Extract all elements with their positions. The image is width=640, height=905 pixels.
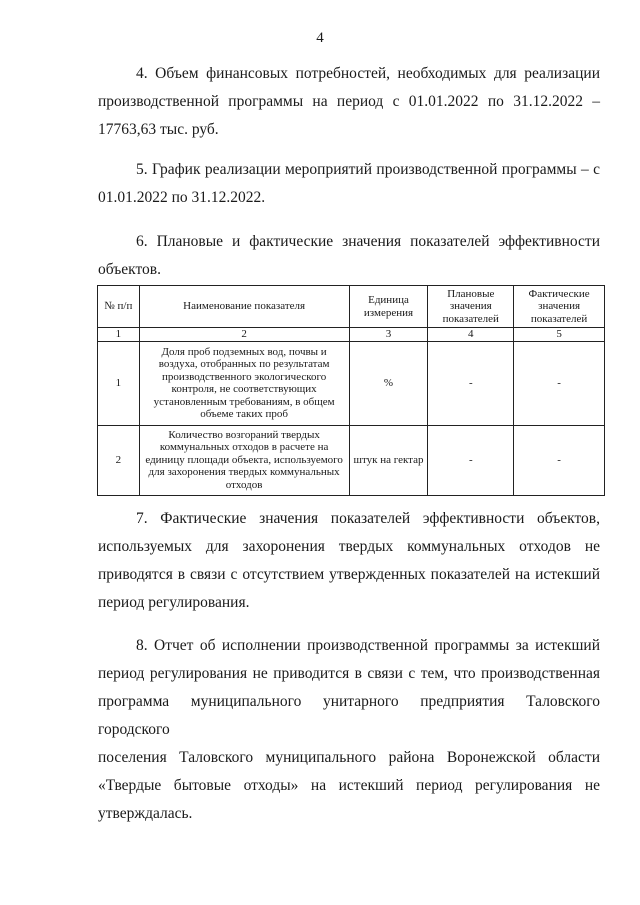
- section-7-line: приводятся в связи с отсутствием утвержденных показателей на истекший: [98, 566, 600, 583]
- table-header-row: [98, 286, 605, 328]
- section-5-paragraph: [98, 156, 600, 212]
- section-8-line: программа муниципального унитарного предприятия Таловского городского: [98, 693, 600, 738]
- section-8-line: период регулирования не приводится в связи с тем, что производственная: [98, 665, 600, 682]
- row-planned: -: [428, 341, 514, 425]
- section-6-line: 6. Плановые и фактические значения показателей эффективности: [136, 233, 600, 250]
- numbering-cell: 5: [514, 328, 605, 342]
- row-number: 1: [98, 341, 140, 425]
- section-5-line: 5. График реализации мероприятий производственной программы – с: [136, 161, 600, 178]
- section-4-line: 4. Объем финансовых потребностей, необходимых для реализации: [136, 65, 600, 82]
- numbering-cell: 4: [428, 328, 514, 342]
- section-4-line: производственной программы на период с 01.01.2022 по 31.12.2022 –: [98, 93, 600, 110]
- section-8-line: «Твердые бытовые отходы» на истекший период регулирования не: [98, 777, 600, 794]
- section-7-line: период регулирования.: [98, 594, 250, 611]
- page-number: 4: [316, 30, 324, 46]
- table-numbering-row: [98, 328, 605, 342]
- header-number: № п/п: [98, 286, 140, 328]
- header-planned: Плановые значения показателей: [428, 286, 514, 328]
- section-8-line: утверждалась.: [98, 805, 193, 822]
- numbering-cell: 1: [98, 328, 140, 342]
- table-row: [98, 425, 605, 495]
- header-actual: Фактические значения показателей: [514, 286, 605, 328]
- row-indicator-name: Доля проб подземных вод, почвы и воздуха, отобранных по результатам производственного экологического контроля, не соответствующих установленным требованиям, в общем объеме таких проб: [139, 341, 349, 425]
- section-8-line: поселения Таловского муниципального района Воронежской области: [98, 749, 600, 766]
- section-4-line: 17763,63 тыс. руб.: [98, 121, 219, 138]
- row-planned: -: [428, 425, 514, 495]
- indicators-table: [97, 285, 605, 496]
- section-7-line: используемых для захоронения твердых коммунальных отходов не: [98, 538, 600, 555]
- table-row: [98, 341, 605, 425]
- header-indicator-name: Наименование показателя: [139, 286, 349, 328]
- section-7-paragraph: [98, 505, 600, 617]
- row-actual: -: [514, 341, 605, 425]
- row-indicator-name: Количество возгораний твердых коммунальных отходов в расчете на единицу площади объекта, используемого для захоронения твердых коммунальных отходов: [139, 425, 349, 495]
- section-8-line: 8. Отчет об исполнении производственной программы за истекший: [136, 637, 600, 654]
- section-6-paragraph: [98, 228, 600, 284]
- numbering-cell: 3: [349, 328, 428, 342]
- section-8-paragraph: [98, 632, 600, 828]
- numbering-cell: 2: [139, 328, 349, 342]
- row-unit: штук на гектар: [349, 425, 428, 495]
- section-5-line: 01.01.2022 по 31.12.2022.: [98, 189, 266, 206]
- row-number: 2: [98, 425, 140, 495]
- section-4-paragraph: [98, 60, 600, 144]
- row-actual: -: [514, 425, 605, 495]
- row-unit: %: [349, 341, 428, 425]
- section-7-line: 7. Фактические значения показателей эффективности объектов,: [136, 510, 600, 527]
- header-unit: Единица измерения: [349, 286, 428, 328]
- section-6-line: объектов.: [98, 261, 161, 278]
